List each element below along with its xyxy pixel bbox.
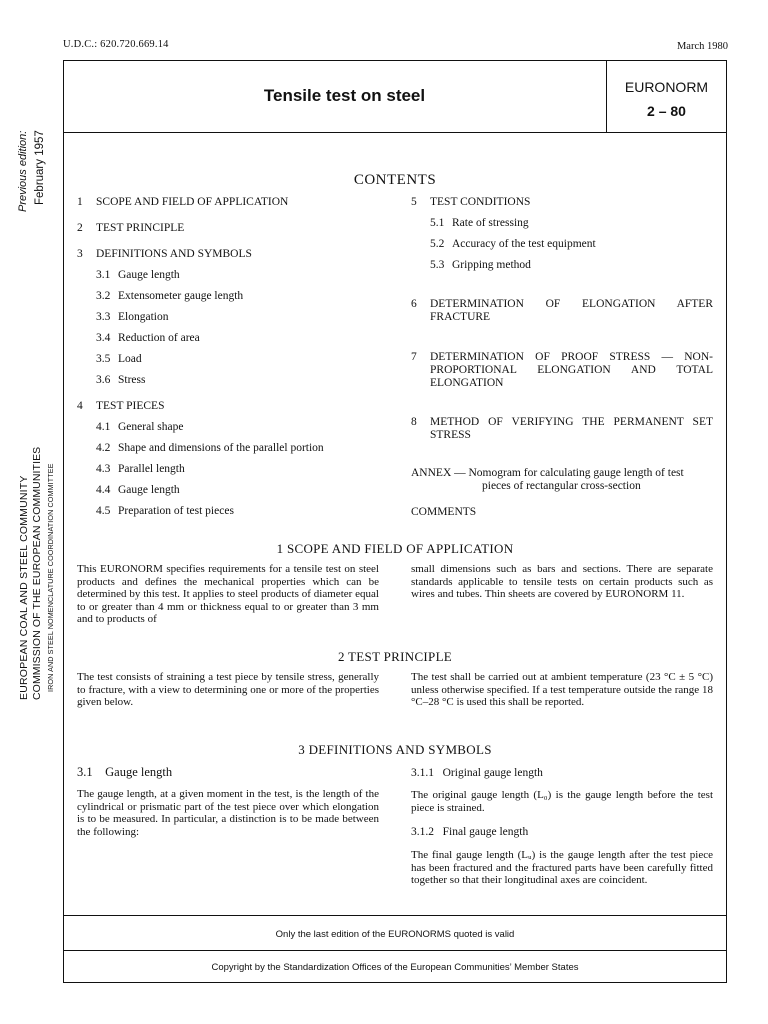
toc-entry: 2 TEST PRINCIPLE [77,222,185,234]
section-paragraph: The final gauge length (Lᵤ) is the gauge length after the test piece has been fractured and the fractured parts have been carefully fitted together so that their longitudinal axes are coincident. [411,849,713,887]
toc-entry: 4.4 Gauge length [96,484,180,496]
udc-reference: U.D.C.: 620.720.669.14 [63,39,169,50]
standard-label: EURONORM [624,79,709,95]
toc-entry: 4.3 Parallel length [96,463,185,475]
footer-divider [63,915,727,916]
toc-entry: 8 METHOD OF VERIFYING THE PERMANENT SET STRESS [411,416,713,441]
toc-comments: COMMENTS [411,506,477,518]
toc-entry: 6 DETERMINATION OF ELONGATION AFTER FRACTURE [411,298,713,323]
subsection-heading: 3.1.1 Original gauge length [411,767,543,779]
footer-divider [63,950,727,951]
contents-title: CONTENTS [353,172,437,188]
publication-date: March 1980 [676,41,728,52]
toc-entry: 5.2 Accuracy of the test equipment [430,238,596,250]
toc-entry: 3.4 Reduction of area [96,332,200,344]
toc-entry: 5 TEST CONDITIONS [411,196,531,208]
section-paragraph: small dimensions such as bars and sections. There are separate standards applicable to tensile tests on certain products such as wires and tubes. Thin sheets are covered by EURONORM 11. [411,563,713,601]
previous-edition-date: February 1957 [34,130,46,205]
toc-entry: 3.2 Extensometer gauge length [96,290,244,302]
subsection-heading: 3.1.2 Final gauge length [411,826,529,838]
toc-entry: 3.3 Elongation [96,311,169,323]
toc-entry: 5.1 Rate of stressing [430,217,529,229]
toc-entry: 3.5 Load [96,353,142,365]
toc-entry: 3.6 Stress [96,374,146,386]
toc-entry: 4.1 General shape [96,421,184,433]
section-paragraph: The test consists of straining a test piece by tensile stress, generally to fracture, with a view to determining one or more of the properties given below. [77,671,379,709]
toc-entry: 4 TEST PIECES [77,400,165,412]
toc-entry: 3.1 Gauge length [96,269,180,281]
toc-entry: 3 DEFINITIONS AND SYMBOLS [77,248,252,260]
toc-entry: 1 SCOPE AND FIELD OF APPLICATION [77,196,289,208]
committee-name: IRON AND STEEL NOMENCLATURE COORDINATION COMMITTEE [46,463,55,692]
toc-entry: 4.5 Preparation of test pieces [96,505,234,517]
section-heading: 3 DEFINITIONS AND SYMBOLS [298,742,492,757]
section-paragraph: The original gauge length (L₀) is the gauge length before the test piece is strained. [411,789,713,814]
ecsc-name: EUROPEAN COAL AND STEEL COMMUNITY [18,475,30,700]
toc-entry: 4.2 Shape and dimensions of the parallel portion [96,442,324,454]
toc-entry: 5.3 Gripping method [430,259,531,271]
commission-name: COMMISSION OF THE EUROPEAN COMMUNITIES [31,446,43,700]
document-title: Tensile test on steel [263,86,426,105]
standard-number: 2 – 80 [647,103,686,119]
section-paragraph: This EURONORM specifies requirements for a tensile test on steel products and defines the mechanical properties which can be determined by this test. It applies to steel products of diameter equal to or greater than 4 mm or thickness equal to or greater than 3 mm and to products of [77,563,379,626]
subsection-heading: 3.1 Gauge length [77,765,173,779]
toc-annex: ANNEX — Nomogram for calculating gauge length of test pieces of rectangular cross-section [411,467,684,492]
section-paragraph: The test shall be carried out at ambient temperature (23 °C ± 5 °C) unless otherwise specified. If a test temperature outside the range 18 °C–28 °C is used this shall be reported. [411,671,713,709]
previous-edition-label: Previous edition: [17,130,29,212]
title-cell [63,60,607,133]
section-heading: 2 TEST PRINCIPLE [337,649,453,664]
standard-cell [606,60,727,133]
copyright-notice: Copyright by the Standardization Offices of the European Communities’ Member States [211,962,579,973]
section-paragraph: The gauge length, at a given moment in the test, is the length of the cylindrical or prismatic part of the test piece over which elongation is to be measured. In particular, a distinction is to be made between the following: [77,788,379,838]
validity-notice: Only the last edition of the EURONORMS quoted is valid [275,929,515,940]
toc-entry: 7 DETERMINATION OF PROOF STRESS — NON-PROPORTIONAL ELONGATION AND TOTAL ELONGATION [411,351,713,389]
section-heading: 1 SCOPE AND FIELD OF APPLICATION [276,541,514,556]
